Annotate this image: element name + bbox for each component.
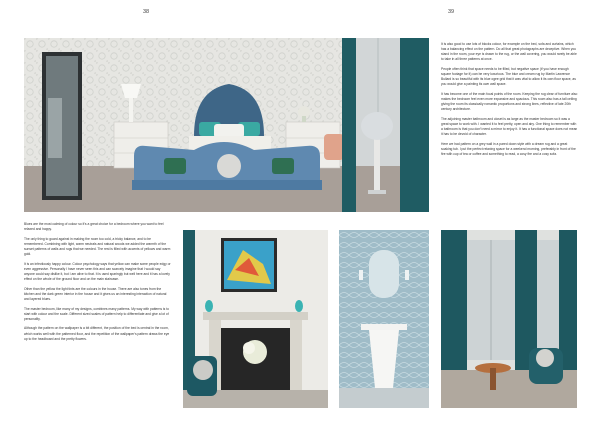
paragraph: People often think that space needs to be filled, but negative space (if you have enough square footage for it) can be very luxurious. The blue and cream rug by Martin Lawrence Bullard is so beautiful with its blue ogee grid that it was vital to allow it its own floor space, as you would give a painting its own wall space. bbox=[441, 66, 576, 87]
page-number-right: 39 bbox=[448, 9, 455, 15]
paragraph: Blues are the most calming of colour so it's a great choice for a bedroom where you want to feel relaxed and happy. bbox=[24, 222, 164, 232]
fireplace-photo bbox=[183, 230, 328, 408]
paragraph: It is an infectiously happy colour. Colour psychology says that yellow can make some people edgy or even aggressive. Personally I have never seen this and can scarcely imagine that I would say anyone could say dislike it, but I am alive to that. It is used sparingly but well here and it has a lovely effect on the whole of the ground floor and on the main staircase. bbox=[24, 261, 171, 282]
paragraph: The only thing to guard against in making the room too cold, a tricky balance, and to be remembered. Combining with light, warm neutrals and natural woods we added the warmth of the sunset patterns of walls and rugs that we needed. The rest is filled with accents of yellows and warm gold. bbox=[24, 236, 171, 257]
paragraph: The master bedroom, like many of my designs, combines many patterns. My way with patterns is to start with colour and the scale. Different sized scales of pattern help to differentiate and give a lot of personality. bbox=[24, 306, 169, 321]
paragraph: Although the pattern on the wallpaper is a bit different, the position of the bed is central in the room, which works well with the patterned floor, and the repetition of the wallpaper's pattern draws the eye up to the headboard and the pretty flowers. bbox=[24, 326, 170, 341]
paragraph: It has become one of the main focal points of the room. Keeping the rug clear of furniture also makes the bedroom feel even more expansive and spacious. This room also has a tall ceiling giving the room its classically romantic proportions and strong lines, reflective of late 20th century architecture. bbox=[441, 91, 578, 112]
paragraph: The adjoining master bathroom and closet is as large as the master bedroom so it was a great space to work with. I wanted it to feel pretty, open and airy. One thing to remember with a bathroom is that you don't need a mirror to enjoy it. It has a functional space does not mean it has to be devoid of character. bbox=[441, 116, 578, 137]
right-column-text bbox=[441, 42, 578, 162]
paragraph: It is also good to use lots of blocks colour, for example on the bed, sofa and curtains, which has a balancing effect on the pattern. Do all that great photographs are deceptive. When you stand in the room, your eye is drawn to the rug, or the wall covering, you would rarely be able to take in all three patterns at once. bbox=[441, 42, 577, 62]
page-number-left: 38 bbox=[143, 9, 150, 15]
lounge-photo bbox=[441, 230, 577, 408]
bedroom-photo bbox=[24, 38, 429, 212]
paragraph: Here we had pattern on a grey wall in a pared down style with a dream rug and a great soaking tub. I put the perfect relaxing space for a weekend morning, preferably in front of the fire with cup of tea or coffee and something to read, a cosy fire and a cosy sofa. bbox=[441, 141, 576, 157]
bathroom-photo bbox=[339, 230, 429, 408]
paragraph: Other than the yellow the light tints are the colours in the house. There are also tones from the kitchen and the dark green interior in the house and it gives us an interesting interaction of natural and layered blues. bbox=[24, 286, 167, 301]
left-column-text bbox=[24, 222, 171, 346]
